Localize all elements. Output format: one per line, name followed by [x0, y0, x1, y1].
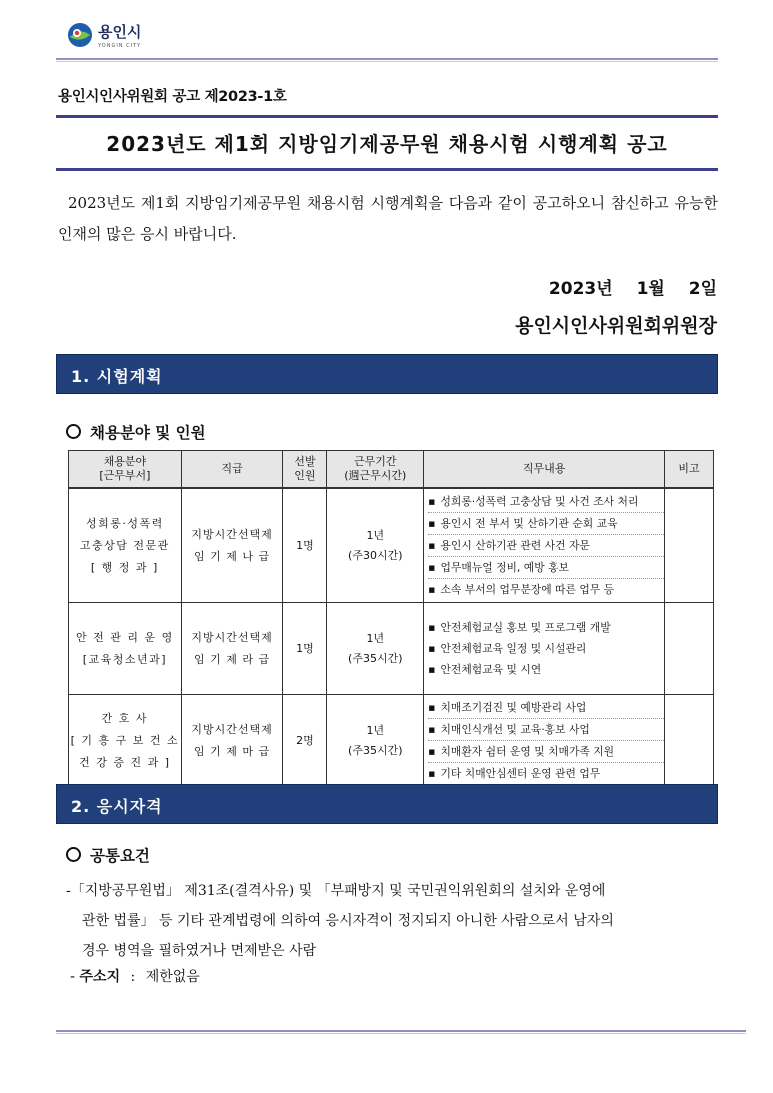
- circle-bullet-icon: [66, 424, 81, 439]
- yongin-emblem-icon: [66, 21, 94, 49]
- header-note: 비고: [665, 451, 714, 489]
- list-item: ▪ 치매조기검진 및 예방관리 사업: [428, 697, 664, 719]
- page-title: 2023년도 제1회 지방임기제공무원 채용시험 시행계획 공고: [106, 132, 668, 156]
- footer-rule-thin: [56, 1033, 746, 1034]
- header-field: 채용분야 [근무부서]: [69, 451, 182, 489]
- requirement-line: 관한 법률」 등 기타 관계법령에 의하여 응시자격이 정지되지 아니한 사람으로서 남자의: [82, 913, 614, 929]
- city-logo: [66, 18, 141, 52]
- subsection-title-common-requirements: [66, 844, 150, 866]
- list-item: ▪ 안전체험교육 및 시연: [428, 659, 664, 680]
- cell-rank: 지방시간선택제 임 기 제 마 급: [181, 695, 283, 787]
- cell-field: 간 호 사 [ 기 흥 구 보 건 소 건 강 증 진 과 ]: [69, 695, 182, 787]
- section-header-exam-plan: [56, 354, 718, 394]
- address-colon: :: [130, 969, 136, 985]
- cell-note: [665, 695, 714, 787]
- cell-note: [665, 488, 714, 603]
- cell-number: 1명: [283, 603, 327, 695]
- list-item: ▪ 소속 부서의 업무분장에 따른 업무 등: [428, 579, 664, 600]
- list-item: ▪ 기타 치매안심센터 운영 관련 업무: [428, 763, 664, 784]
- subsection-title-recruitment: [66, 421, 206, 443]
- subsection-label: 공통요건: [90, 847, 150, 865]
- table-header-row: [69, 451, 714, 489]
- notice-date: 2023년 1월 2일: [548, 279, 717, 299]
- header-rank: 직급: [181, 451, 283, 489]
- title-rule-bottom: [56, 168, 718, 171]
- list-item: ▪ 용인시 전 부서 및 산하기관 순회 교육: [428, 513, 664, 535]
- list-item: ▪ 업무매뉴얼 정비, 예방 홍보: [428, 557, 664, 579]
- footer-rule: [56, 1030, 746, 1032]
- requirement-line: 경우 병역을 필하였거나 면제받은 사람: [82, 943, 317, 959]
- cell-number: 1명: [283, 488, 327, 603]
- cell-field: 안 전 관 리 운 영 [교육청소년과]: [69, 603, 182, 695]
- notice-number: 용인시인사위원회 공고 제2023-1호: [58, 89, 287, 105]
- cell-rank: 지방시간선택제 임 기 제 라 급: [181, 603, 283, 695]
- cell-duties: [424, 603, 665, 695]
- address-requirement: [70, 966, 200, 986]
- recruitment-table: [68, 450, 714, 787]
- requirements-paragraph: [66, 876, 718, 966]
- dash-bullet: -: [70, 969, 76, 985]
- header-period: 근무기간 (週근무시간): [327, 451, 424, 489]
- circle-bullet-icon: [66, 847, 81, 862]
- title-rule-top: [56, 115, 718, 118]
- requirement-line: -「지방공무원법」 제31조(결격사유) 및 「부패방지 및 국민권익위원회의 설치와 운영에: [66, 883, 606, 899]
- cell-duties: [424, 488, 665, 603]
- table-row: [69, 695, 714, 787]
- header-duty: 직무내용: [424, 451, 665, 489]
- cell-number: 2명: [283, 695, 327, 787]
- header-rule-thin: [56, 61, 718, 62]
- cell-period: 1년 (주35시간): [327, 603, 424, 695]
- cell-note: [665, 603, 714, 695]
- cell-rank: 지방시간선택제 임 기 제 나 급: [181, 488, 283, 603]
- list-item: ▪ 안전체험교실 홍보 및 프로그램 개발: [428, 617, 664, 638]
- table-row: [69, 603, 714, 695]
- list-item: ▪ 용인시 산하기관 관련 사건 자문: [428, 535, 664, 557]
- list-item: ▪ 안전체험교육 일정 및 시설관리: [428, 638, 664, 659]
- issuer-name: 용인시인사위원회위원장: [515, 315, 717, 337]
- cell-duties: [424, 695, 665, 787]
- address-label: 주소지: [79, 969, 121, 985]
- list-item: ▪ 성희롱·성폭력 고충상담 및 사건 조사 처리: [428, 491, 664, 513]
- section-title: 1. 시험계획: [71, 367, 163, 386]
- address-value: 제한없음: [145, 969, 200, 985]
- section-title: 2. 응시자격: [71, 797, 163, 816]
- list-item: ▪ 치매인식개선 및 교육·홍보 사업: [428, 719, 664, 741]
- cell-period: 1년 (주30시간): [327, 488, 424, 603]
- cell-period: 1년 (주35시간): [327, 695, 424, 787]
- header-number: 선발 인원: [283, 451, 327, 489]
- section-header-eligibility: [56, 784, 718, 824]
- intro-paragraph: 2023년도 제1회 지방임기제공무원 채용시험 시행계획을 다음과 같이 공고하오니 참신하고 유능한 인재의 많은 응시 바랍니다.: [58, 194, 718, 243]
- table-row: [69, 488, 714, 603]
- header-rule: [56, 58, 718, 60]
- list-item: ▪ 치매환자 쉼터 운영 및 치매가족 지원: [428, 741, 664, 763]
- logo-text: 용인시: [98, 22, 142, 41]
- subsection-label: 채용분야 및 인원: [90, 424, 206, 442]
- logo-subtext: YONGIN CITY: [98, 42, 142, 49]
- cell-field: 성희롱·성폭력 고충상담 전문관 [ 행 정 과 ]: [69, 488, 182, 603]
